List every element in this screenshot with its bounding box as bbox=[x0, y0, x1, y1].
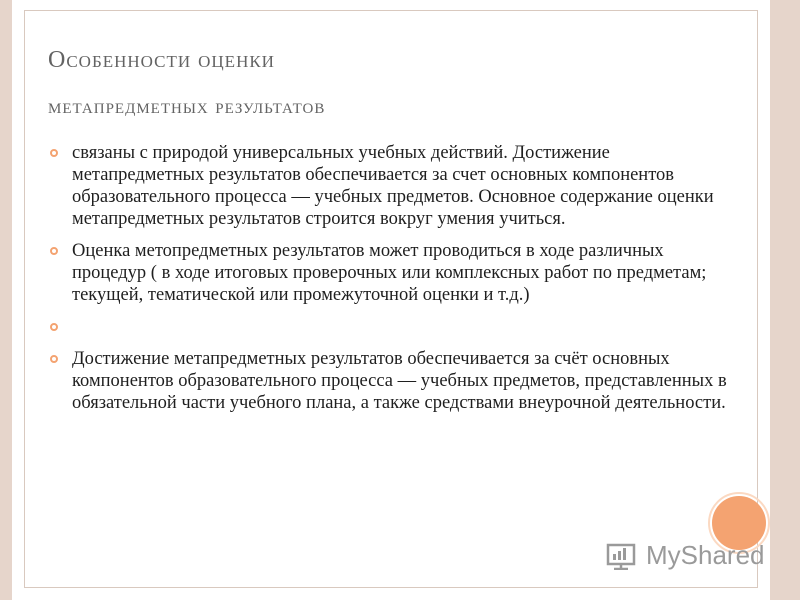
slide-title bbox=[48, 40, 748, 126]
bullet-circle-icon bbox=[50, 323, 58, 331]
bullet-item-empty bbox=[50, 316, 730, 338]
slide bbox=[12, 0, 770, 600]
bullet-list bbox=[50, 142, 730, 424]
slide-title-line2: метапредметных результатов bbox=[48, 93, 326, 118]
watermark bbox=[606, 538, 765, 572]
bullet-circle-icon bbox=[50, 355, 58, 363]
bullet-item bbox=[50, 142, 730, 230]
bullet-text: Оценка метопредметных результатов может проводиться в ходе различных процедур ( в ходе итоговых проверочных или комплексных работ по предметам; текущей, тематической или промежуточной оценки и т.д.) bbox=[72, 241, 707, 305]
myshared-logo-icon bbox=[606, 540, 640, 570]
bullet-circle-icon bbox=[50, 247, 58, 255]
bullet-text: Достижение метапредметных результатов обеспечивается за счёт основных компонентов образовательного процесса — учебных предметов, представленных в обязательной части учебного плана, а также средствами внеурочной деятельности. bbox=[72, 349, 727, 413]
slide-frame-right bbox=[770, 0, 800, 600]
bullet-text: связаны с природой универсальных учебных действий. Достижение метапредметных результатов обеспечивается за счет основных компонентов образовательного процесса — учебных предметов. Основное содержание оценки метапредметных результатов строится вокруг умения учиться. bbox=[72, 143, 714, 229]
bullet-item bbox=[50, 240, 730, 306]
bullet-item bbox=[50, 348, 730, 414]
slide-title-line1: Особенности оценки bbox=[48, 47, 275, 73]
slide-frame-left bbox=[0, 0, 12, 600]
watermark-text: MyShared bbox=[646, 539, 765, 570]
bullet-circle-icon bbox=[50, 149, 58, 157]
